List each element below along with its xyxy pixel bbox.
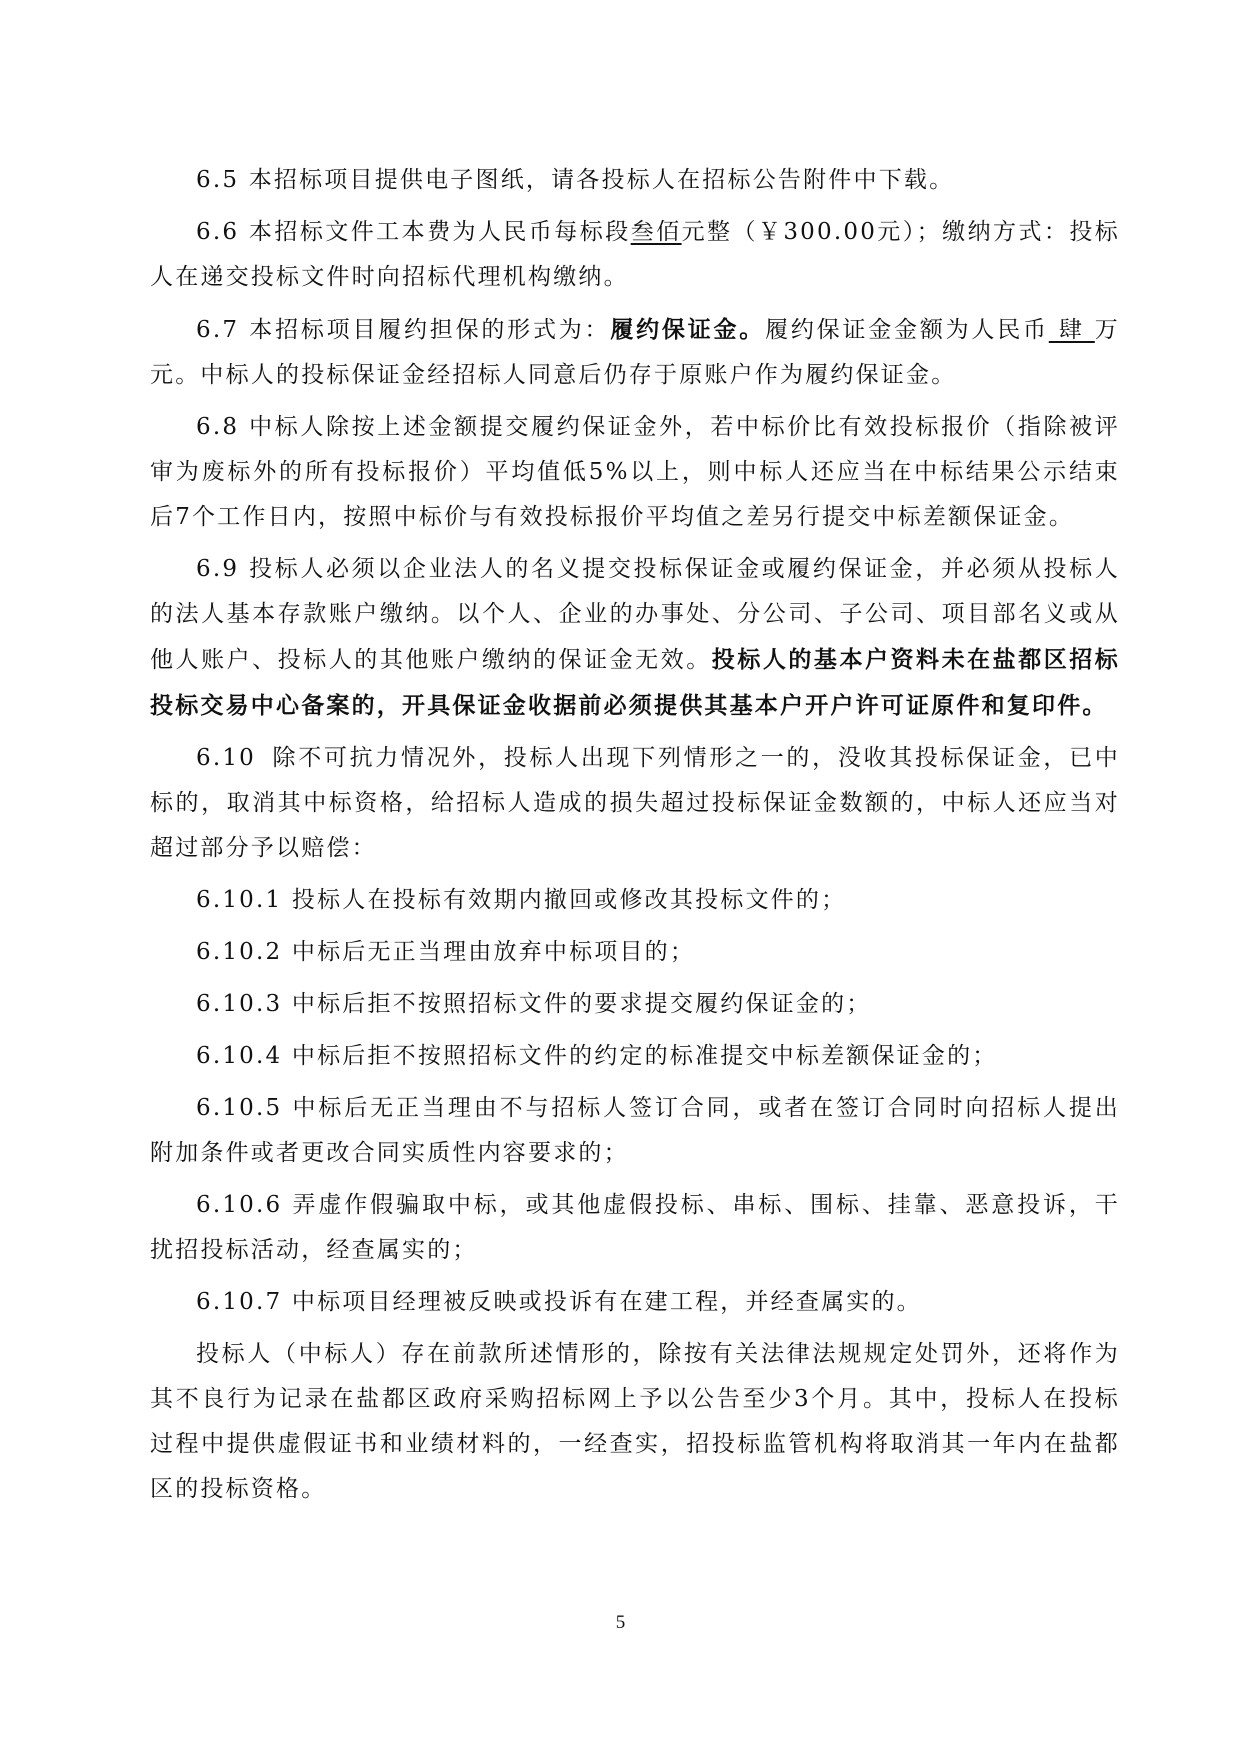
- performance-bond-bold: 履约保证金。: [610, 316, 766, 343]
- paragraph-6-6-text-b: 元整（￥300.00元）；缴纳方式：投标人在递交投标文件时向招标代理机构缴纳。: [150, 219, 1120, 290]
- paragraph-6-6-text-a: 6.6 本招标文件工本费为人民币每标段: [196, 219, 631, 245]
- list-item: 6.10.7 中标项目经理被反映或投诉有在建工程，并经查属实的。: [196, 1289, 922, 1315]
- paragraph-6-8: 6.8 中标人除按上述金额提交履约保证金外，若中标价比有效投标报价（指除被评审为废标外的所有投标报价）平均值低5%以上，则中标人还应当在中标结果公示结束后7个工作日内，按照中标价与有效投标报价平均值之差另行提交中标差额保证金。: [150, 414, 1120, 530]
- list-item: 6.10.2 中标后无正当理由放弃中标项目的；: [196, 939, 696, 965]
- paragraph-6-9-bold-notice: 投标人的基本户资料未在盐都区招标投标交易中心备案的，开具保证金收据前必须提供其基本户开户许可证原件和复印件。: [150, 646, 1121, 719]
- paragraph-6-6: [150, 210, 1120, 300]
- paragraph-6-5: 6.5 本招标项目提供电子图纸，请各投标人在招标公告附件中下载。: [196, 167, 955, 193]
- paragraph-6-10-number: 6.10: [196, 745, 257, 771]
- closing-paragraph: 投标人（中标人）存在前款所述情形的，除按有关法律法规规定处罚外，还将作为其不良行为记录在盐都区政府采购招标网上予以公告至少3个月。其中，投标人在投标过程中提供虚假证书和业绩材料的，一经查实，招投标监管机构将取消其一年内在盐都区的投标资格。: [150, 1341, 1120, 1502]
- bond-amount-underlined: 肆: [1048, 317, 1095, 343]
- list-item: 6.10.6 弄虚作假骗取中标，或其他虚假投标、串标、围标、挂靠、恶意投诉，干扰招投标活动，经查属实的；: [150, 1192, 1120, 1263]
- fee-amount-underlined: 叁佰: [630, 219, 682, 245]
- paragraph-6-7: [150, 307, 1120, 398]
- paragraph-6-7-text-a: 6.7 本招标项目履约担保的形式为：: [196, 317, 611, 343]
- paragraph-6-9: [150, 547, 1120, 729]
- list-item: 6.10.5 中标后无正当理由不与招标人签订合同，或者在签订合同时向招标人提出附加条件或者更改合同实质性内容要求的；: [150, 1095, 1120, 1166]
- paragraph-6-9-text: 6.9 投标人必须以企业法人的名义提交投标保证金或履约保证金，并必须从投标人的法人基本存款账户缴纳。以个人、企业的办事处、分公司、子公司、项目部名义或从他人账户、投标人的其他账户缴纳的保证金无效。: [150, 556, 1120, 673]
- page-number: 5: [615, 1612, 626, 1633]
- list-item: 6.10.1 投标人在投标有效期内撤回或修改其投标文件的；: [196, 887, 847, 913]
- paragraph-6-7-text-c: 万元。中标人的投标保证金经招标人同意后仍存于原账户作为履约保证金。: [150, 317, 1120, 388]
- list-item: 6.10.4 中标后拒不按照招标文件的约定的标准提交中标差额保证金的；: [196, 1043, 998, 1069]
- document-body: [150, 158, 1120, 1519]
- list-item: 6.10.3 中标后拒不按照招标文件的要求提交履约保证金的；: [196, 991, 872, 1017]
- paragraph-6-7-text-b: 履约保证金金额为人民币: [765, 317, 1049, 343]
- paragraph-6-10-text: 除不可抗力情况外，投标人出现下列情形之一的，没收其投标保证金，已中标的，取消其中标资格，给招标人造成的损失超过投标保证金数额的，中标人还应当对超过部分予以赔偿：: [150, 745, 1120, 861]
- paragraph-6-10: [150, 736, 1120, 871]
